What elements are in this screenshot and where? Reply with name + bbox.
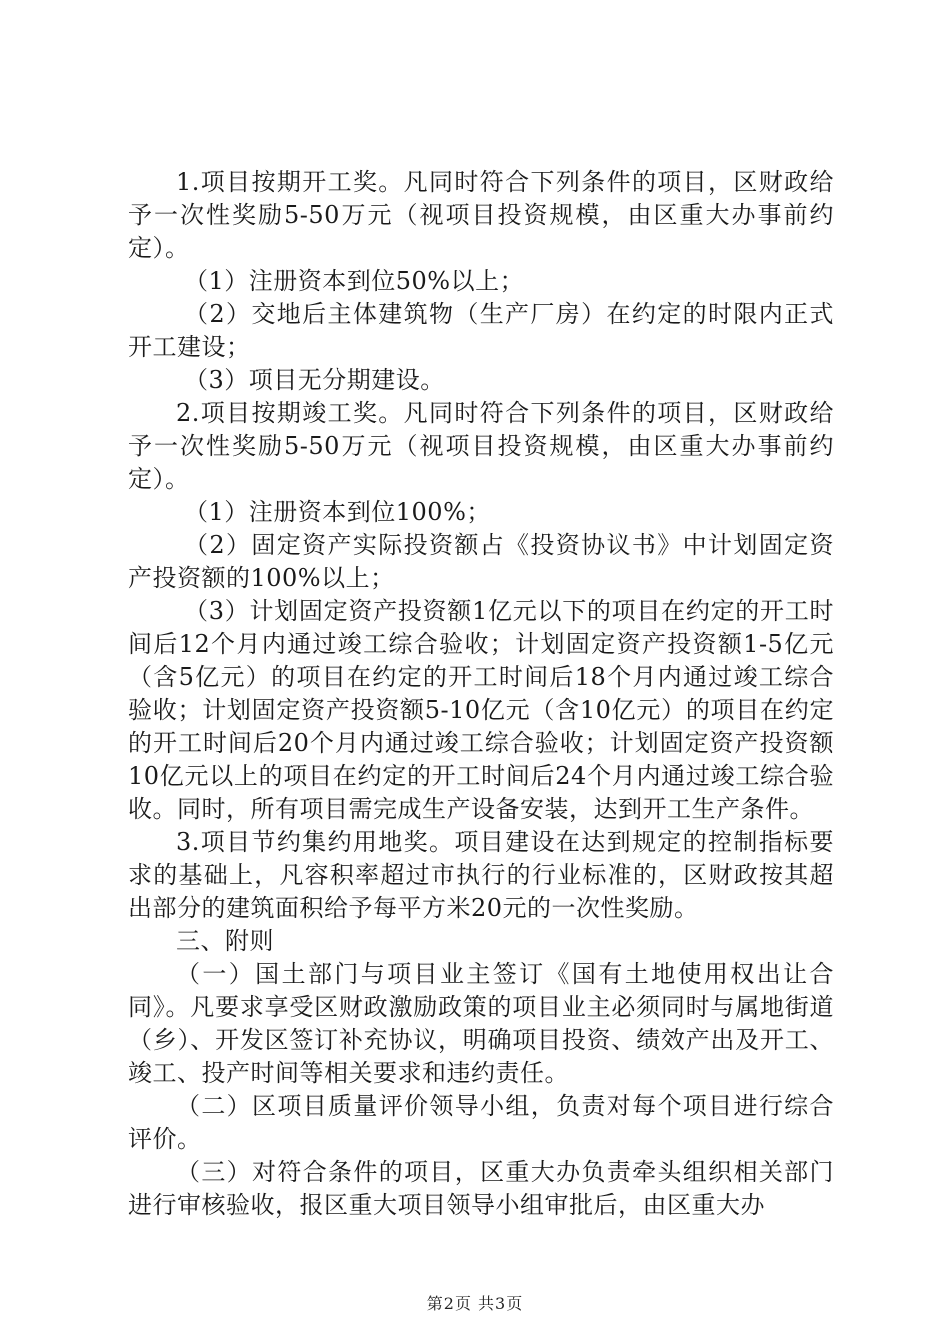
paragraph-condition-fixed-assets: （2）固定资产实际投资额占《投资协议书》中计划固定资产投资额的100%以上； xyxy=(128,531,834,592)
paragraph-supplementary-review: （三）对符合条件的项目，区重大办负责牵头组织相关部门进行审核验收，报区重大项目领导小组审批后，由区重大办 xyxy=(128,1158,834,1219)
paragraph-supplementary-evaluation: （二）区项目质量评价领导小组，负责对每个项目进行综合评价。 xyxy=(128,1092,834,1153)
page-number-footer: 第2页 共3页 xyxy=(426,1294,524,1313)
document-body xyxy=(128,166,834,1222)
paragraph-condition-capital-50: （1）注册资本到位50%以上； xyxy=(184,267,525,295)
paragraph-condition-construction-start: （2）交地后主体建筑物（生产厂房）在约定的时限内正式开工建设； xyxy=(128,300,834,361)
section-heading-supplementary: 三、附则 xyxy=(176,927,274,955)
paragraph-award-completion-on-time: 2.项目按期竣工奖。凡同时符合下列条件的项目，区财政给予一次性奖励5-50万元（视项目投资规模，由区重大办事前约定）。 xyxy=(128,399,834,493)
paragraph-condition-acceptance-timeline: （3）计划固定资产投资额1亿元以下的项目在约定的开工时间后12个月内通过竣工综合验收；计划固定资产投资额1-5亿元（含5亿元）的项目在约定的开工时间后18个月内通过竣工综合验收；计划固定资产投资额5-10亿元（含10亿元）的项目在约定的开工时间后20个月内通过竣工综合验收；计划固定资产投资额10亿元以上的项目在约定的开工时间后24个月内通过竣工综合验收。同时，所有项目需完成生产设备安装，达到开工生产条件。 xyxy=(128,597,834,823)
paragraph-supplementary-contract: （一）国土部门与项目业主签订《国有土地使用权出让合同》。凡要求享受区财政激励政策的项目业主必须同时与属地街道（乡）、开发区签订补充协议，明确项目投资、绩效产出及开工、竣工、投产时间等相关要求和违约责任。 xyxy=(128,960,834,1087)
paragraph-condition-no-phasing: （3）项目无分期建设。 xyxy=(184,366,445,394)
paragraph-condition-capital-100: （1）注册资本到位100%； xyxy=(184,498,491,526)
paragraph-award-start-on-time: 1.项目按期开工奖。凡同时符合下列条件的项目，区财政给予一次性奖励5-50万元（视项目投资规模，由区重大办事前约定）。 xyxy=(128,168,834,262)
paragraph-award-land-saving: 3.项目节约集约用地奖。项目建设在达到规定的控制指标要求的基础上，凡容积率超过市执行的行业标准的，区财政按其超出部分的建筑面积给予每平方米20元的一次性奖励。 xyxy=(128,828,834,922)
